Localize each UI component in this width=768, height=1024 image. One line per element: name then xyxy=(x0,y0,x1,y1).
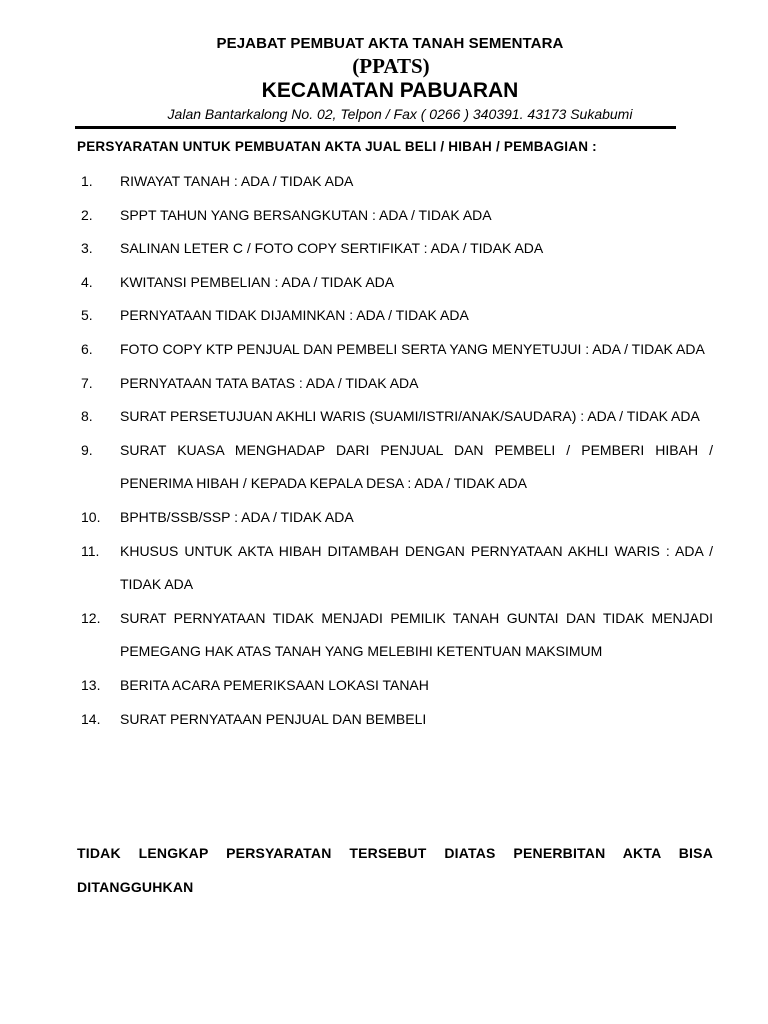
office-address: Jalan Bantarkalong No. 02, Telpon / Fax ( 0266 ) 340391. 43173 Sukabumi xyxy=(167,106,633,122)
requirement-text: KWITANSI PEMBELIAN : ADA / TIDAK ADA xyxy=(120,273,395,290)
requirement-item xyxy=(77,299,713,333)
requirement-text: SURAT PERNYATAAN TIDAK MENJADI PEMILIK TANAH GUNTAI DAN TIDAK MENJADI PEMEGANG HAK ATAS TANAH YANG MELEBIHI KETENTUAN MAKSIMUM xyxy=(120,609,713,660)
requirement-text: FOTO COPY KTP PENJUAL DAN PEMBELI SERTA YANG MENYETUJUI : ADA / TIDAK ADA xyxy=(120,340,705,357)
requirement-item xyxy=(77,602,713,669)
requirement-item xyxy=(77,501,713,535)
requirement-text: SURAT PERNYATAAN PENJUAL DAN BEMBELI xyxy=(120,710,427,727)
requirement-text: BPHTB/SSB/SSP : ADA / TIDAK ADA xyxy=(120,508,354,525)
requirement-number: 13. xyxy=(81,676,101,693)
requirement-item xyxy=(77,232,713,266)
requirement-text: SALINAN LETER C / FOTO COPY SERTIFIKAT : ADA / TIDAK ADA xyxy=(120,240,544,257)
closing-statement: TIDAK LENGKAP PERSYARATAN TERSEBUT DIATAS PENERBITAN AKTA BISA DITANGGUHKAN xyxy=(77,845,713,895)
requirement-number: 2. xyxy=(81,206,93,223)
requirement-number: 12. xyxy=(81,609,101,626)
requirement-number: 6. xyxy=(81,340,93,357)
office-title: PEJABAT PEMBUAT AKTA TANAH SEMENTARA xyxy=(216,35,564,52)
requirement-text: KHUSUS UNTUK AKTA HIBAH DITAMBAH DENGAN PERNYATAAN AKHLI WARIS : ADA / TIDAK ADA xyxy=(120,542,713,593)
requirement-item xyxy=(77,400,713,434)
letterhead-divider xyxy=(75,126,676,129)
requirement-number: 5. xyxy=(81,307,93,324)
requirements-list xyxy=(77,165,713,736)
requirement-text: SPPT TAHUN YANG BERSANGKUTAN : ADA / TIDAK ADA xyxy=(120,206,492,223)
requirement-text: SURAT PERSETUJUAN AKHLI WARIS (SUAMI/ISTRI/ANAK/SAUDARA) : ADA / TIDAK ADA xyxy=(120,408,700,425)
requirement-text: SURAT KUASA MENGHADAP DARI PENJUAL DAN PEMBELI / PEMBERI HIBAH / PENERIMA HIBAH / KEPADA KEPALA DESA : ADA / TIDAK ADA xyxy=(120,441,713,492)
office-abbreviation: (PPATS) xyxy=(352,54,430,78)
requirement-number: 4. xyxy=(81,273,93,290)
district-name: KECAMATAN PABUARAN xyxy=(261,79,519,102)
requirement-text: RIWAYAT TANAH : ADA / TIDAK ADA xyxy=(120,173,354,189)
requirement-item xyxy=(77,367,713,401)
requirement-item xyxy=(77,199,713,233)
requirement-text: BERITA ACARA PEMERIKSAAN LOKASI TANAH xyxy=(120,676,429,693)
requirement-number: 1. xyxy=(81,173,93,189)
requirement-number: 3. xyxy=(81,240,93,257)
requirement-item xyxy=(77,434,713,501)
requirement-item xyxy=(77,165,713,199)
requirement-number: 9. xyxy=(81,441,93,458)
requirement-number: 8. xyxy=(81,408,93,425)
requirement-text: PERNYATAAN TATA BATAS : ADA / TIDAK ADA xyxy=(120,374,419,391)
requirement-item xyxy=(77,535,713,602)
requirements-heading: PERSYARATAN UNTUK PEMBUATAN AKTA JUAL BELI / HIBAH / PEMBAGIAN : xyxy=(77,139,597,154)
requirement-item xyxy=(77,333,713,367)
requirement-number: 10. xyxy=(81,508,101,525)
requirement-number: 7. xyxy=(81,374,93,391)
requirement-number: 14. xyxy=(81,710,101,727)
requirement-number: 11. xyxy=(81,542,100,559)
requirement-item xyxy=(77,703,713,737)
requirement-item xyxy=(77,266,713,300)
requirement-item xyxy=(77,669,713,703)
requirement-text: PERNYATAAN TIDAK DIJAMINKAN : ADA / TIDAK ADA xyxy=(120,307,469,324)
letterhead xyxy=(0,34,768,124)
